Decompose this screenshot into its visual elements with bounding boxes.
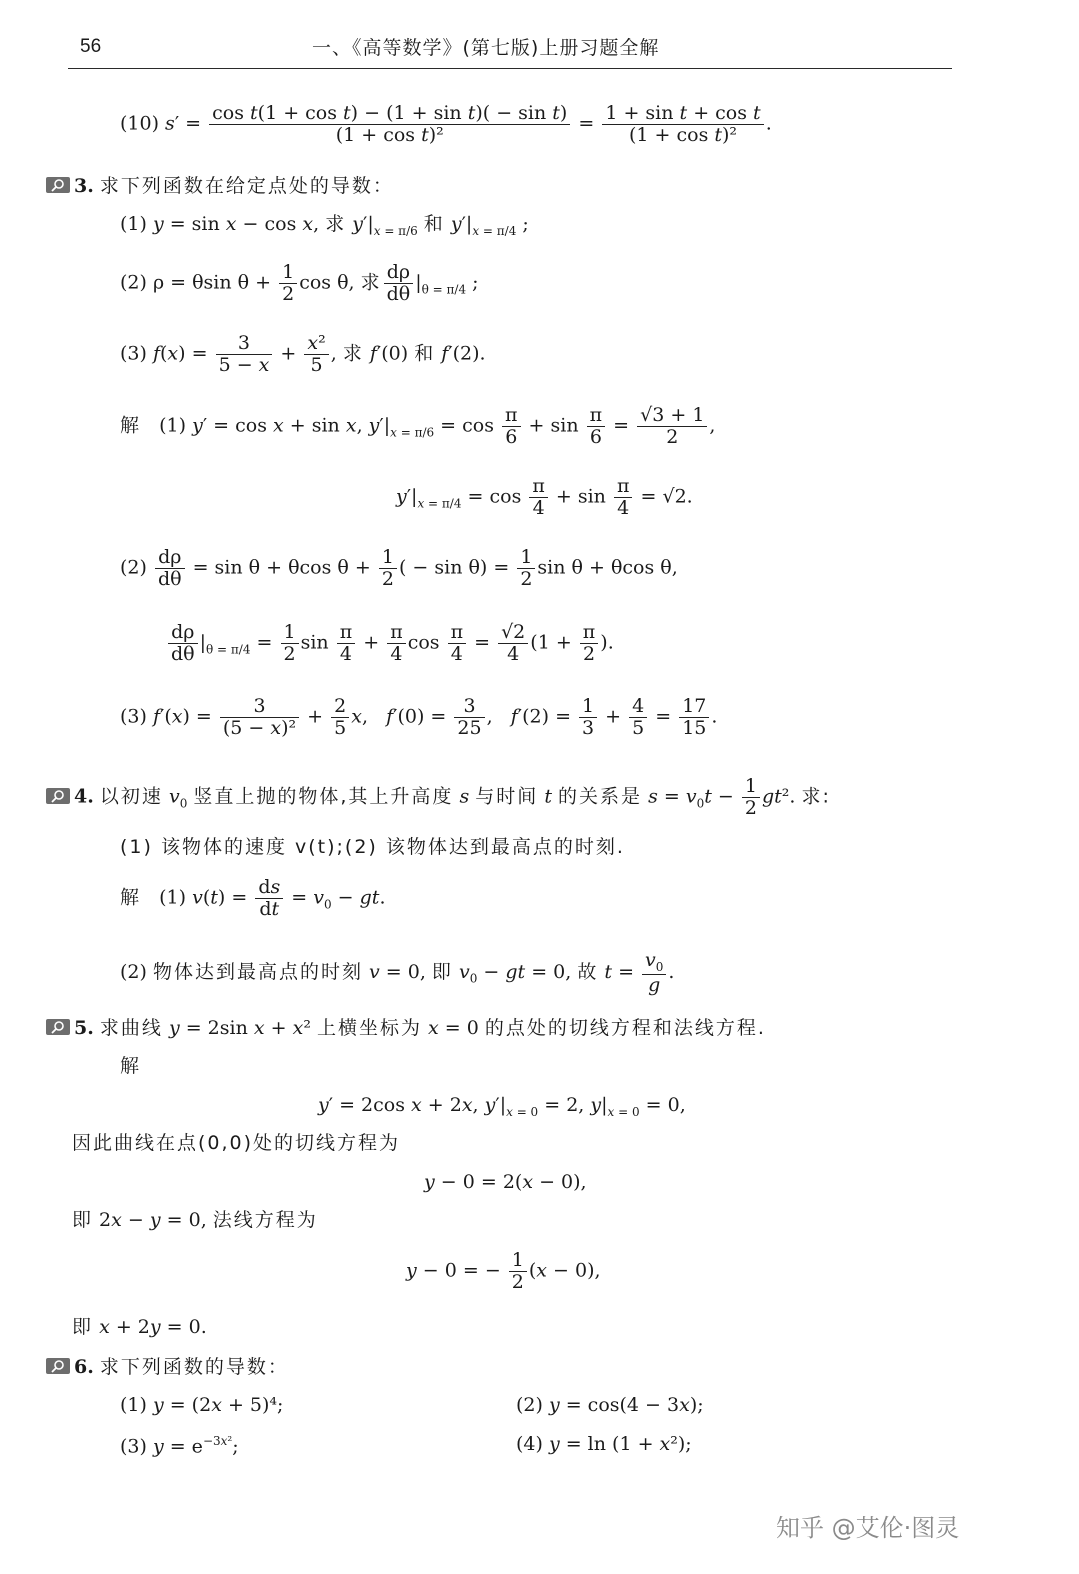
problem-5-eq2: y − 0 = 2(x − 0),	[424, 1171, 587, 1193]
problem-5-eq3: y − 0 = − $\frac{1}{2}$ (x − 0),	[406, 1249, 601, 1293]
problem-3-answer-2a: (2) $\frac{d\rho}{d\theta}$ = sin θ + θcos θ + $\frac{1}{2}$ ( − sin θ) = $\frac{1}{2}$ sin θ + θcos θ,	[120, 546, 678, 590]
page-number: 56	[80, 36, 102, 57]
problem-5-text1: 因此曲线在点(0,0)处的切线方程为	[72, 1132, 401, 1154]
problem-6-q3: (3) $y = e^{-3x^2}$;	[120, 1434, 239, 1458]
problem-3-heading: 3. 求下列函数在给定点处的导数：	[46, 176, 394, 198]
problem-6-q4: (4) y = ln (1 + x²);	[516, 1433, 692, 1455]
problem-3-answer-1b: $y'|_{x = \pi/4} = \cos$ $\frac{\pi}{4}$ + sin $\frac{\pi}{4}$ = √2.	[396, 475, 693, 519]
problem-3-q3: (3) f(x) = $\frac{3}{5 - x}$ + $\frac{\text{x²}}{5}$ , 求 f′(0) 和 f′(2).	[120, 332, 486, 376]
problem-3-q1: (1) y = sin x − cos x, 求 $y'|_{x = \pi/6}$ 和 $y'|_{x = \pi/4}$ ;	[120, 213, 529, 238]
problem-3-answer-1a: 解 (1) y′ = cos x + sin x, $y'|_{x = \pi/6} = \cos$ $\frac{\pi}{6}$ + sin $\frac{\pi}{6}$ = $\frac{√3 + 1}{2}$ ,	[120, 404, 716, 448]
problem-6-q1: (1) y = (2x + 5)⁴;	[120, 1394, 284, 1416]
problem-5-text3: 即 x + 2y = 0.	[72, 1316, 207, 1338]
magnifier-icon	[46, 1018, 70, 1040]
problem-6-q2: (2) y = cos(4 − 3x);	[516, 1394, 704, 1416]
problem-3-q2: (2) ρ = θsin θ + $\frac{1}{2}$ cos θ, 求 $\frac{d\rho}{d\theta}$ $|_{\theta = \pi/4}$ ;	[120, 261, 479, 305]
problem-4-heading: 4. 以初速 $v_0$ 竖直上抛的物体,其上升高度 s 与时间 t 的关系是 $s = v_0t$ − $\frac{1}{2}$ gt². 求:	[46, 776, 831, 819]
problem-4-questions: (1) 该物体的速度 v(t);(2) 该物体达到最高点的时刻.	[120, 836, 625, 858]
problem-5-solution-label: 解	[120, 1055, 142, 1077]
problem-5-eq1: y′ = 2cos x + 2x, $y'|_{x = 0} = 2$, $y|_{x = 0} = 0$,	[318, 1094, 686, 1119]
problem-6-heading: 6. 求下列函数的导数：	[46, 1357, 289, 1379]
page-header-title: 一、《高等数学》(第七版)上册习题全解	[312, 37, 660, 59]
magnifier-icon	[46, 176, 70, 198]
header-rule	[68, 68, 952, 69]
problem-4-answer-1: 解 (1) v(t) = $\frac{ds}{dt}$ = $v_0$ − gt.	[120, 876, 386, 920]
problem-4-answer-2: (2) 物体达到最高点的时刻 v = 0, 即 $v_0$ − gt = 0, 故 t = $\frac{v_0}{g}$ .	[120, 949, 675, 996]
watermark: 知乎 @艾伦·图灵	[776, 1514, 960, 1542]
problem-5-heading: 5. 求曲线 y = 2sin x + x² 上横坐标为 x = 0 的点处的切线方程和法线方程.	[46, 1018, 766, 1040]
problem-3-answer-2b: $\frac{d\rho}{d\theta}$ $|_{\theta = \pi/4}$ = $\frac{1}{2}$ sin $\frac{\pi}{4}$ + $\frac{\pi}{4}$ cos $\frac{\pi}{4}$ = $\frac{√2}{4}$ (1 + $\frac{\pi}{2}$ ).	[166, 622, 614, 665]
problem-3-answer-3: (3) f′(x) = $\frac{3}{\text{(5 − x)²}}$ + $\frac{2}{5}$ x, f′(0) = $\frac{3}{25}$ , f′(2) = $\frac{1}{3}$ + $\frac{4}{5}$ = $\frac{17}{15}$ .	[120, 695, 718, 739]
problem-5-text2: 即 2x − y = 0, 法线方程为	[72, 1209, 318, 1231]
problem-2-10: (10) s′ = $\frac{\text{cos t(1 + cos t) − (1 + sin t)( − sin t)}}{\text{(1 + cos t)²}}$ = $\frac{\text{1 + sin t + cos t}}{\text{(1 + cos t)²}}$ .	[120, 102, 772, 146]
magnifier-icon	[46, 787, 70, 809]
magnifier-icon	[46, 1357, 70, 1379]
